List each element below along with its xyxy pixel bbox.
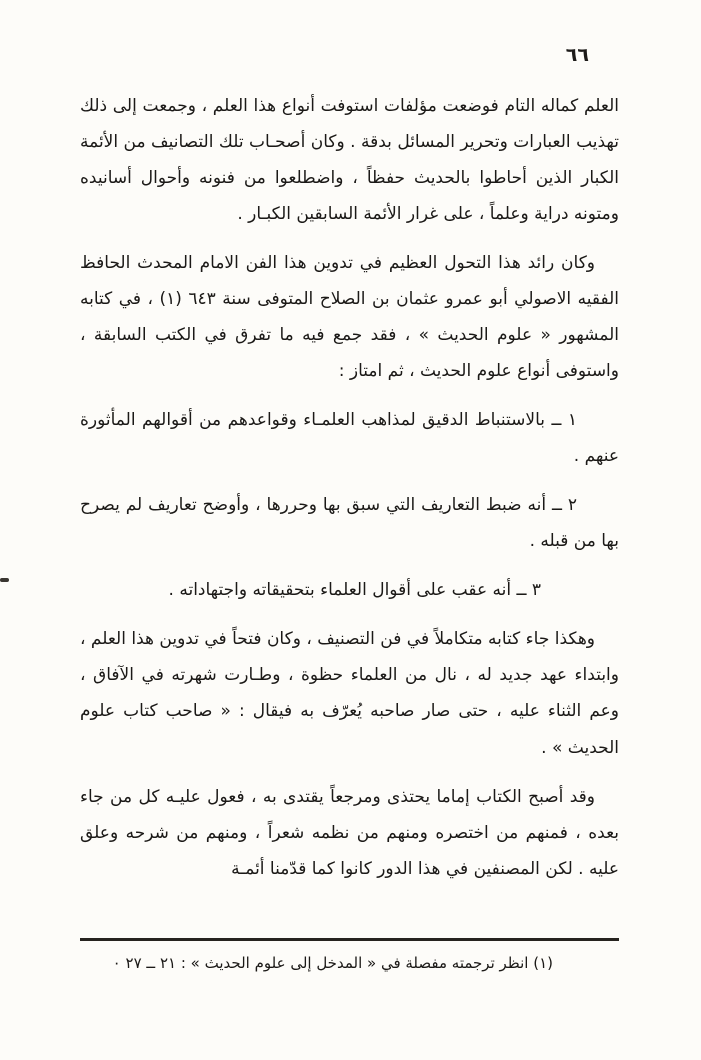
margin-mark bbox=[0, 578, 9, 582]
paragraph-4: وقد أصبح الكتاب إماما يحتذى ومرجعاً يقتدى به ، فعول عليـه كل من جاء بعده ، فمنهم من اختصره ومنهم من نظمه شعراً ، ومنهم من شرحه وعلق عليه . لكن المصنفين في هذا الدور كانوا كما قدّمنا أئمـة bbox=[80, 786, 619, 879]
list-item-1: ١ ــ بالاستنباط الدقيق لمذاهب العلمـاء وقواعدهم من أقوالهم المأثورة عنهم . bbox=[80, 410, 619, 467]
text-block bbox=[80, 88, 619, 900]
page-number: ٦٦ bbox=[565, 44, 589, 66]
list-item-3: ٣ ــ أنه عقب على أقوال العلماء بتحقيقاته واجتهاداته . bbox=[168, 580, 541, 601]
footnote-area bbox=[80, 938, 619, 977]
footnote-text: (١) انظر ترجمته مفصلة في « المدخل إلى علوم الحديث » : ٢١ ــ ٢٧ ٠ bbox=[112, 954, 553, 972]
paragraph-3: وهكذا جاء كتابه متكاملاً في فن التصنيف ، وكان فتحاً في تدوين هذا العلم ، وابتداء عهد جديد له ، نال من العلماء حظوة ، وطـارت شهرته في الآفاق ، وعم الثناء عليه ، حتى صار صاحبه يُعرّف به فيقال : « صاحب كتاب علوم الحديث » . bbox=[80, 629, 619, 758]
paragraph-1: العلم كماله التام فوضعت مؤلفات استوفت أنواع هذا العلم ، وجمعت إلى ذلك تهذيب العبارات وتحرير المسائل بدقة . وكان أصحـاب تلك التصانيف من الأئمة الكبار الذين أحاطوا بالحديث حفظاً ، واضطلعوا من فنونه وأحوال أسانيده ومتونه دراية وعلماً ، على غرار الأئمة السابقين الكبـار . bbox=[80, 96, 619, 225]
footnote-divider bbox=[80, 938, 619, 941]
list-item-2: ٢ ــ أنه ضبط التعاريف التي سبق بها وحررها ، وأوضح تعاريف لم يصرح بها من قبله . bbox=[80, 495, 619, 552]
paragraph-2: وكان رائد هذا التحول العظيم في تدوين هذا الفن الامام المحدث الحافظ الفقيه الاصولي أبو عمرو عثمان بن الصلاح المتوفى سنة ٦٤٣ (١) ، في كتابه المشهور « علوم الحديث » ، فقد جمع فيه ما تفرق في الكتب السابقة ، واستوفى أنواع علوم الحديث ، ثم امتاز : bbox=[80, 253, 619, 382]
